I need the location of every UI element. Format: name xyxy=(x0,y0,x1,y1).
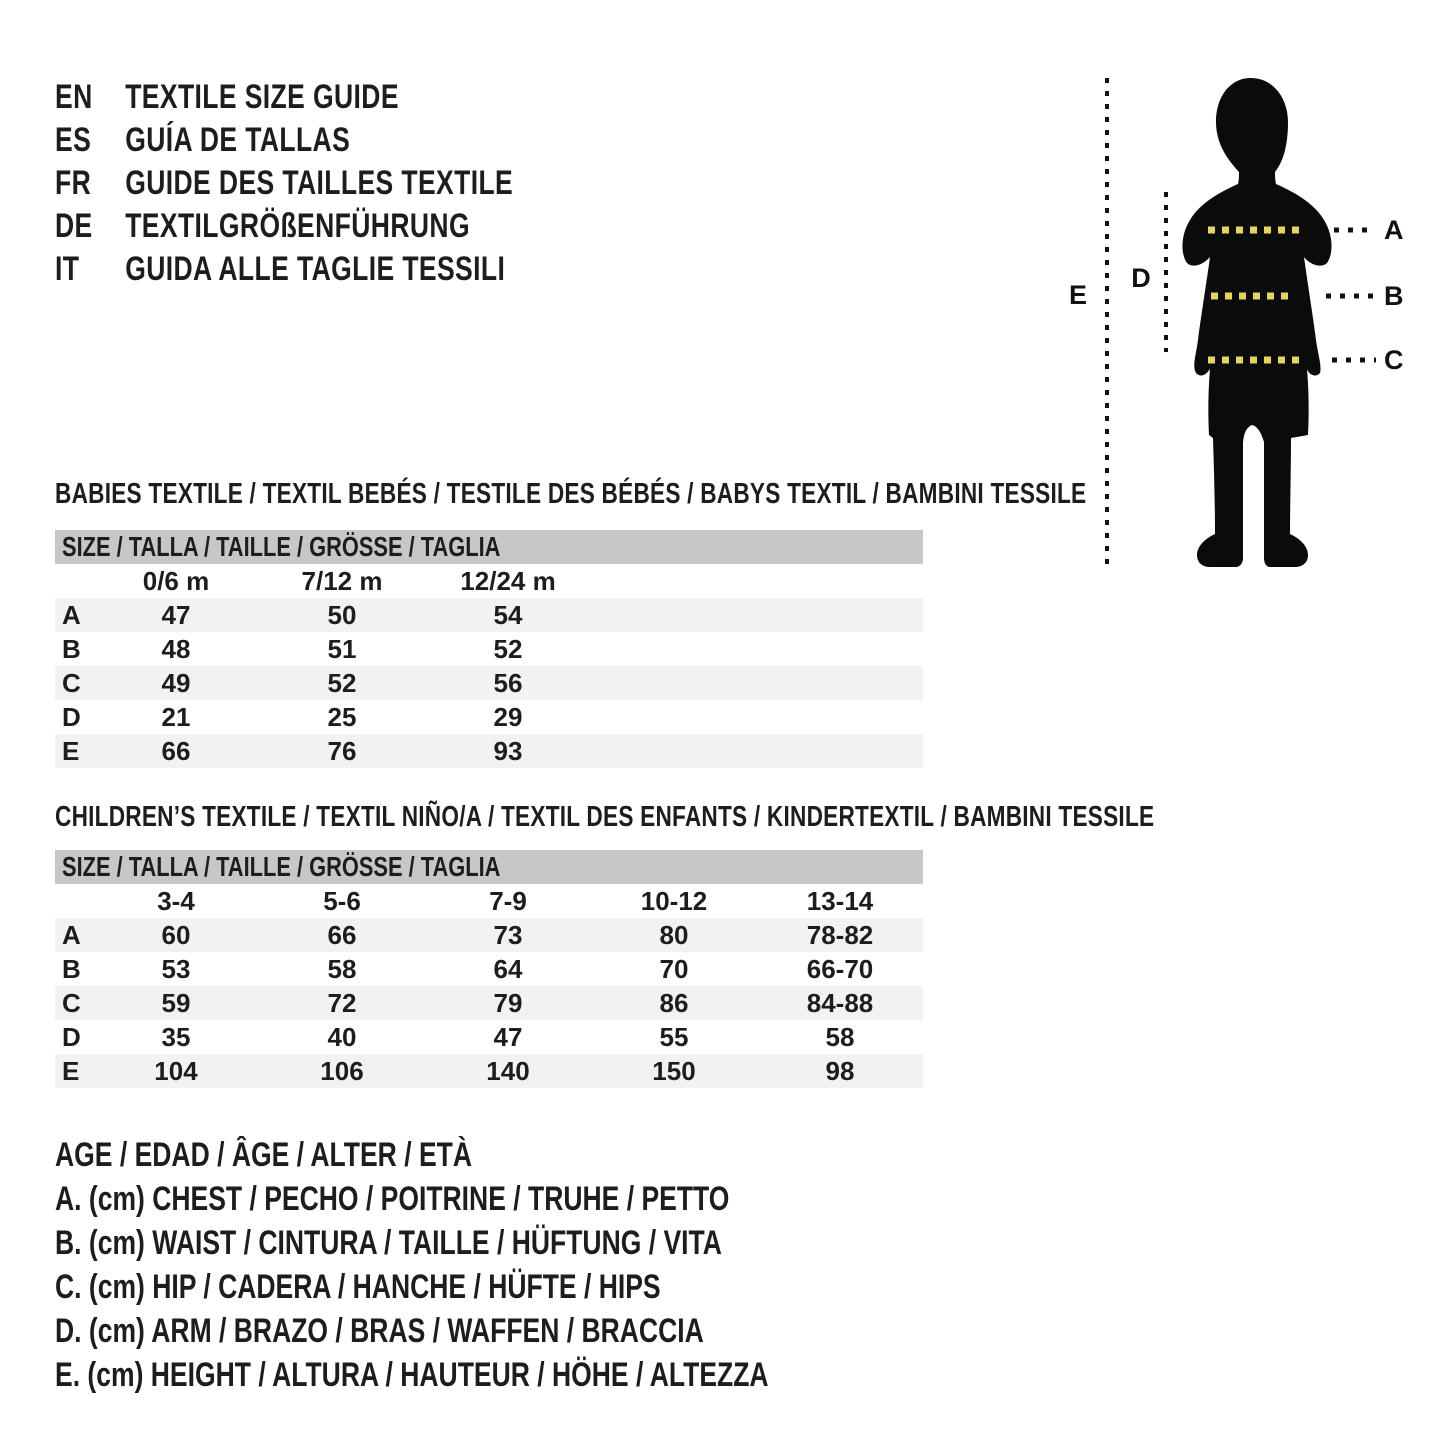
babies-row-e xyxy=(55,734,923,768)
babies-size-header-bar: SIZE / TALLA / TAILLE / GRÖSSE / TAGLIA xyxy=(55,530,923,564)
measure-label-D: D xyxy=(1131,263,1151,293)
table-cell: 52 xyxy=(493,633,523,664)
column-header-3-4: 3-4 xyxy=(157,885,195,916)
table-cell: 56 xyxy=(493,667,523,698)
row-label: B xyxy=(62,633,81,664)
child-silhouette-figure xyxy=(1040,60,1445,620)
babies-row-b xyxy=(55,632,923,666)
table-cell: 72 xyxy=(327,987,357,1018)
table-cell: 78-82 xyxy=(806,919,874,950)
babies-column-headers xyxy=(55,564,923,598)
column-header-7-12m: 7/12 m xyxy=(301,565,383,596)
row-label: C xyxy=(62,667,81,698)
table-cell: 52 xyxy=(327,667,357,698)
table-cell: 66 xyxy=(161,735,191,766)
column-header-5-6: 5-6 xyxy=(323,885,361,916)
table-cell: 54 xyxy=(493,599,523,630)
column-header-12-24m: 12/24 m xyxy=(460,565,556,596)
lang-title-fr: GUIDE DES TAILLES TEXTILE xyxy=(125,164,514,202)
table-cell: 98 xyxy=(825,1055,855,1086)
language-title-block xyxy=(55,76,642,291)
lang-code-en: EN xyxy=(55,78,93,116)
lang-row-fr xyxy=(55,162,642,205)
measure-label-E: E xyxy=(1068,280,1088,310)
table-cell: 76 xyxy=(327,735,357,766)
legend-chest-a: A. (cm) CHEST / PECHO / POITRINE / TRUHE / PETTO xyxy=(55,1179,730,1218)
row-label: E xyxy=(62,735,80,766)
lang-code-fr: FR xyxy=(55,164,92,202)
lang-title-en: TEXTILE SIZE GUIDE xyxy=(125,78,399,116)
table-cell: 84-88 xyxy=(806,987,874,1018)
row-label: E xyxy=(62,1055,80,1086)
babies-section-title: BABIES TEXTILE / TEXTIL BEBÉS / TESTILE DES BÉBÉS / BABYS TEXTIL / BAMBINI TESSILE xyxy=(55,478,1087,510)
table-cell: 66 xyxy=(327,919,357,950)
lang-row-it xyxy=(55,248,642,291)
table-cell: 21 xyxy=(161,701,191,732)
table-cell: 140 xyxy=(486,1055,530,1086)
lang-code-de: DE xyxy=(55,207,93,245)
measurement-legend xyxy=(55,1133,970,1397)
legend-age: AGE / EDAD / ÂGE / ALTER / ETÀ xyxy=(55,1135,472,1174)
legend-hip-c: C. (cm) HIP / CADERA / HANCHE / HÜFTE / HIPS xyxy=(55,1267,661,1306)
table-cell: 93 xyxy=(493,735,523,766)
row-label: D xyxy=(62,701,81,732)
lang-row-de xyxy=(55,205,642,248)
children-size-header-bar: SIZE / TALLA / TAILLE / GRÖSSE / TAGLIA xyxy=(55,850,923,884)
table-cell: 73 xyxy=(493,919,523,950)
table-cell: 58 xyxy=(825,1021,855,1052)
babies-size-table xyxy=(55,530,923,768)
table-cell: 86 xyxy=(659,987,689,1018)
table-cell: 50 xyxy=(327,599,357,630)
table-cell: 55 xyxy=(659,1021,689,1052)
lang-row-es xyxy=(55,119,642,162)
table-cell: 60 xyxy=(161,919,191,950)
lang-title-de: TEXTILGRÖßENFÜHRUNG xyxy=(125,207,470,245)
babies-row-a xyxy=(55,598,923,632)
lang-row-en xyxy=(55,76,642,119)
table-cell: 49 xyxy=(161,667,191,698)
table-cell: 35 xyxy=(161,1021,191,1052)
table-cell: 106 xyxy=(320,1055,364,1086)
column-header-10-12: 10-12 xyxy=(640,885,708,916)
measure-label-C: C xyxy=(1384,345,1404,375)
children-row-c xyxy=(55,986,923,1020)
legend-height-e: E. (cm) HEIGHT / ALTURA / HAUTEUR / HÖHE / ALTEZZA xyxy=(55,1355,769,1394)
table-cell: 59 xyxy=(161,987,191,1018)
table-cell: 66-70 xyxy=(806,953,874,984)
lang-title-it: GUIDA ALLE TAGLIE TESSILI xyxy=(125,250,506,288)
children-row-d xyxy=(55,1020,923,1054)
table-cell: 47 xyxy=(493,1021,523,1052)
table-cell: 104 xyxy=(154,1055,198,1086)
row-label: A xyxy=(62,599,81,630)
column-header-7-9: 7-9 xyxy=(489,885,527,916)
table-cell: 53 xyxy=(161,953,191,984)
table-cell: 80 xyxy=(659,919,689,950)
column-header-13-14: 13-14 xyxy=(806,885,874,916)
table-cell: 79 xyxy=(493,987,523,1018)
table-cell: 40 xyxy=(327,1021,357,1052)
table-cell: 51 xyxy=(327,633,357,664)
children-section-title: CHILDREN’S TEXTILE / TEXTIL NIÑO/A / TEXTIL DES ENFANTS / KINDERTEXTIL / BAMBINI TESSILE xyxy=(55,801,1155,833)
lang-code-es: ES xyxy=(55,121,92,159)
lang-code-it: IT xyxy=(55,250,80,288)
measure-label-A: A xyxy=(1384,215,1404,245)
row-label: A xyxy=(62,919,81,950)
table-cell: 70 xyxy=(659,953,689,984)
table-cell: 58 xyxy=(327,953,357,984)
children-size-table xyxy=(55,850,923,1088)
children-row-b xyxy=(55,952,923,986)
children-row-e xyxy=(55,1054,923,1088)
babies-row-d xyxy=(55,700,923,734)
children-column-headers xyxy=(55,884,923,918)
table-cell: 48 xyxy=(161,633,191,664)
row-label: D xyxy=(62,1021,81,1052)
lang-title-es: GUÍA DE TALLAS xyxy=(125,121,351,159)
table-cell: 150 xyxy=(652,1055,696,1086)
table-cell: 25 xyxy=(327,701,357,732)
column-header-0-6m: 0/6 m xyxy=(142,565,210,596)
row-label: C xyxy=(62,987,81,1018)
table-cell: 64 xyxy=(493,953,523,984)
table-cell: 29 xyxy=(493,701,523,732)
legend-waist-b: B. (cm) WAIST / CINTURA / TAILLE / HÜFTUNG / VITA xyxy=(55,1223,722,1262)
measure-label-B: B xyxy=(1384,281,1404,311)
babies-row-c xyxy=(55,666,923,700)
table-cell: 47 xyxy=(161,599,191,630)
legend-arm-d: D. (cm) ARM / BRAZO / BRAS / WAFFEN / BRACCIA xyxy=(55,1311,704,1350)
children-row-a xyxy=(55,918,923,952)
row-label: B xyxy=(62,953,81,984)
